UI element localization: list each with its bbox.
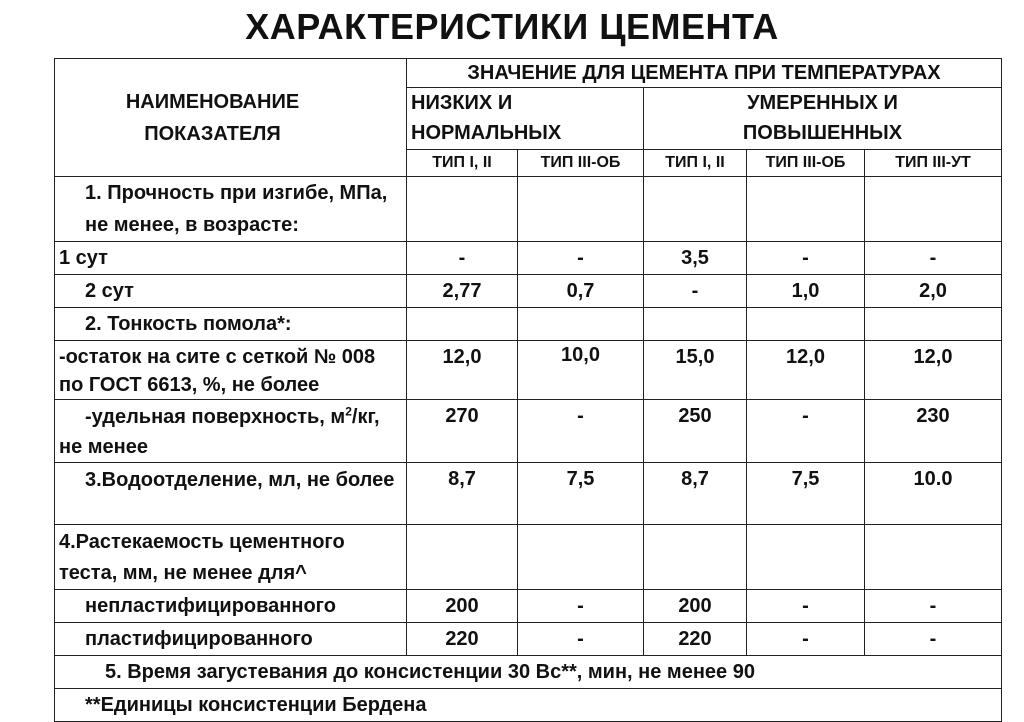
table-row (55, 656, 1002, 689)
row-label-sup: 2 (345, 404, 352, 419)
table-cell: - (747, 400, 865, 463)
table-row (55, 308, 1002, 341)
table-row (55, 590, 1002, 623)
table-cell: 10,0 (518, 341, 644, 400)
table-cell: 8,7 (644, 463, 747, 525)
cement-characteristics-table (54, 58, 1002, 722)
footnote: **Единицы консистенции Бердена (55, 689, 1002, 722)
table-cell: 220 (407, 623, 518, 656)
header-type-3: ТИП I, II (644, 150, 747, 177)
table-cell: 10.0 (865, 463, 1002, 525)
table-row (55, 177, 1002, 242)
row-label-pre: -удельная поверхность, м (85, 406, 346, 428)
row-label: 1. Прочность при изгибе, МПа, не менее, в возрасте: (55, 177, 407, 242)
table-row (55, 463, 1002, 525)
header-low-label: НИЗКИХ И НОРМАЛЬНЫХ (411, 92, 562, 144)
table-row (55, 623, 1002, 656)
table-row (55, 275, 1002, 308)
table-cell: - (865, 242, 1002, 275)
table-cell: 12,0 (747, 341, 865, 400)
table-cell: - (518, 400, 644, 463)
header-high-label: УМЕРЕННЫХ И ПОВЫШЕННЫХ (742, 92, 903, 144)
header-type-2: ТИП III-ОБ (518, 150, 644, 177)
table-cell: 2,0 (865, 275, 1002, 308)
row-label: 2 сут (55, 275, 407, 308)
row-label-specific-surface (55, 400, 407, 463)
table-cell: 3,5 (644, 242, 747, 275)
row-label: 4.Растекаемость цементного теста, мм, не менее для^ (55, 525, 407, 590)
table-row (55, 400, 1002, 463)
table-cell: 200 (644, 590, 747, 623)
table-cell: - (747, 242, 865, 275)
table-cell: 270 (407, 400, 518, 463)
table-cell: 220 (644, 623, 747, 656)
row-label: 2. Тонкость помола*: (55, 308, 407, 341)
table-row (55, 689, 1002, 722)
table-cell: - (518, 242, 644, 275)
table-cell: - (865, 590, 1002, 623)
table-row (55, 242, 1002, 275)
table-row (55, 341, 1002, 400)
row-label: непластифицированного (55, 590, 407, 623)
table-row (55, 525, 1002, 590)
row-label: -остаток на сите с сеткой № 008 по ГОСТ 6613, %, не более (55, 341, 407, 400)
table-cell: 230 (865, 400, 1002, 463)
table-cell: - (518, 590, 644, 623)
table-cell: 12,0 (865, 341, 1002, 400)
table-cell: 200 (407, 590, 518, 623)
header-low-cell (407, 88, 644, 150)
header-group-cell (407, 59, 1002, 88)
header-type-1: ТИП I, II (407, 150, 518, 177)
header-group-label: ЗНАЧЕНИЕ ДЛЯ ЦЕМЕНТА ПРИ ТЕМПЕРАТУРАХ (467, 62, 941, 84)
table-cell: 8,7 (407, 463, 518, 525)
table-cell: 12,0 (407, 341, 518, 400)
table-cell: - (747, 590, 865, 623)
table-cell: 2,77 (407, 275, 518, 308)
header-type-4: ТИП III-ОБ (747, 150, 865, 177)
header-name-label: НАИМЕНОВАНИЕ ПОКАЗАТЕЛЯ (125, 90, 300, 145)
row-label: 5. Время загустевания до консистенции 30 Вс**, мин, не менее 90 (55, 656, 1002, 689)
header-high-cell (644, 88, 1002, 150)
table-cell: 15,0 (644, 341, 747, 400)
row-label-text: 3.Водоотделение, мл, не более (85, 469, 395, 491)
table-cell: - (644, 275, 747, 308)
table-cell: 250 (644, 400, 747, 463)
page-title: ХАРАКТЕРИСТИКИ ЦЕМЕНТА (245, 6, 779, 47)
row-label: 1 сут (55, 242, 407, 275)
table-cell: 1,0 (747, 275, 865, 308)
table-cell: 7,5 (747, 463, 865, 525)
header-type-5: ТИП III-УТ (865, 150, 1002, 177)
row-label: пластифицированного (55, 623, 407, 656)
table-cell: - (865, 623, 1002, 656)
table-cell: 7,5 (518, 463, 644, 525)
header-name-cell (55, 59, 407, 177)
table-cell: - (747, 623, 865, 656)
table-cell: - (518, 623, 644, 656)
table-cell: - (407, 242, 518, 275)
row-label-post: /кг, не менее (59, 406, 380, 458)
table-cell: 0,7 (518, 275, 644, 308)
row-label (55, 463, 407, 525)
